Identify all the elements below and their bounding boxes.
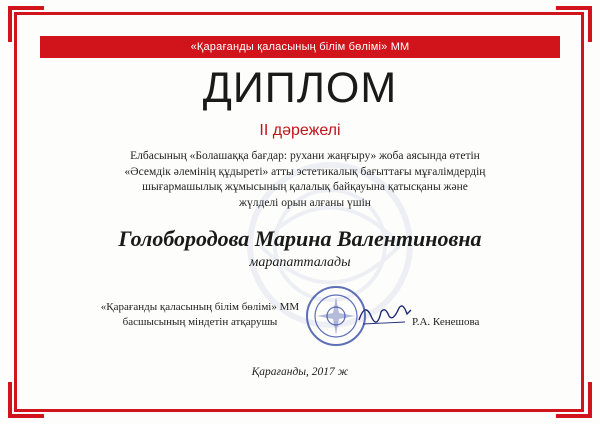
org-header-text: «Қарағанды қаласының білім бөлімі» ММ	[190, 41, 410, 53]
place-and-date: Қарағанды, 2017 ж	[251, 366, 349, 378]
handwritten-signature	[355, 298, 415, 328]
signer-name: Р.А. Кенешова	[412, 316, 480, 328]
frame-corner-top-left	[8, 6, 44, 42]
award-reason-line: жүлделі орын алғаны үшін	[239, 196, 371, 209]
frame-corner-bottom-left	[8, 382, 44, 418]
award-reason-line: Елбасының «Болашаққа бағдар: рухани жаңғыру» жоба аясында өтетін	[130, 150, 480, 162]
award-reason-line: шығармашылық жұмысының қалалық байқауына қатысқаны және	[142, 181, 468, 193]
award-reason	[75, 149, 535, 211]
org-header-band	[40, 36, 560, 58]
signatory-org: «Қарағанды қаласының білім бөлімі» ММ	[100, 301, 300, 313]
diploma-title: ДИПЛОМ	[202, 64, 398, 112]
frame-corner-top-right	[556, 6, 592, 42]
recipient-name: Голобородова Марина Валентиновна	[118, 226, 482, 251]
signatory-position	[90, 300, 310, 330]
frame-corner-bottom-right	[556, 382, 592, 418]
award-reason-line: «Әсемдік әлемінің құдыреті» атты эстетикалық бағыттағы мұғалімдердің	[124, 165, 486, 178]
signatory-role: басшысының міндетін атқарушы	[122, 316, 278, 328]
diploma-degree: II дәрежелі	[259, 122, 341, 139]
awarded-label: марапатталады	[249, 255, 351, 270]
